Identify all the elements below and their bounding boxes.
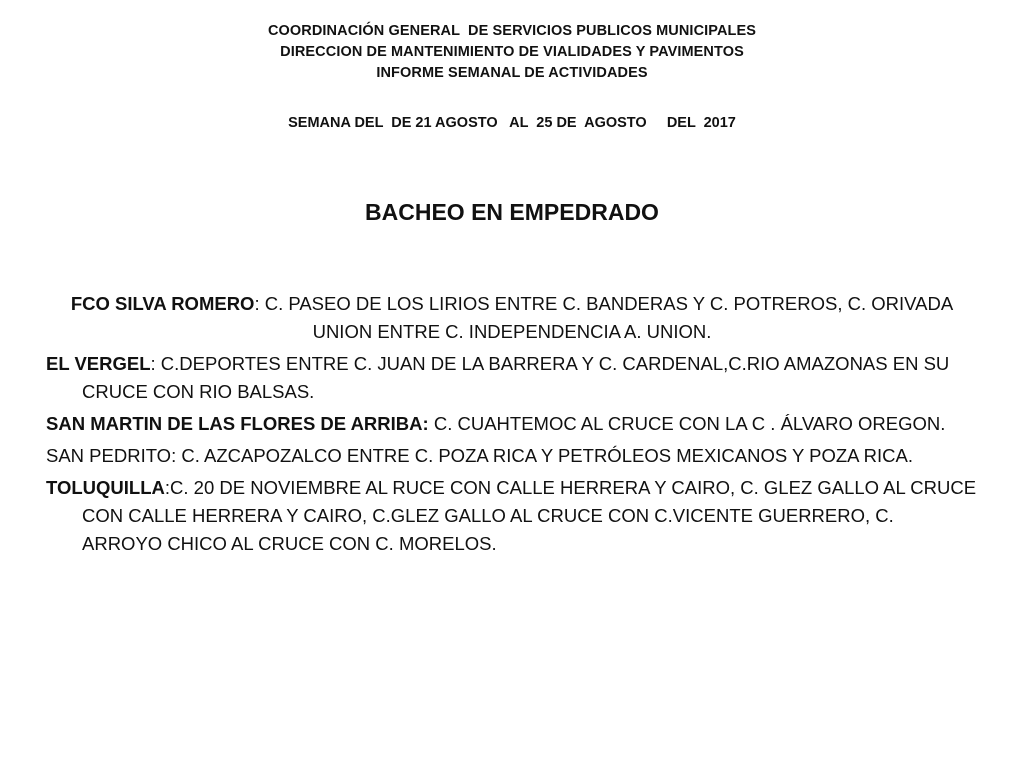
entry-place: TOLUQUILLA xyxy=(46,477,165,498)
activity-entry xyxy=(46,290,978,346)
activity-entry xyxy=(46,474,978,558)
entry-place: EL VERGEL xyxy=(46,353,151,374)
report-header xyxy=(0,21,1024,84)
entry-place: SAN MARTIN DE LAS FLORES DE ARRIBA: xyxy=(46,413,429,434)
entry-description: :C. 20 DE NOVIEMBRE AL RUCE CON CALLE HERRERA Y CAIRO, C. GLEZ GALLO AL CRUCE CON CALLE HERRERA Y CAIRO, C.GLEZ GALLO AL CRUCE CON C.VICENTE GUERRERO, C. ARROYO CHICO AL CRUCE CON C. MORELOS. xyxy=(82,477,977,554)
activity-entry xyxy=(46,350,978,406)
section-title: BACHEO EN EMPEDRADO xyxy=(365,199,659,225)
activity-entry xyxy=(46,410,978,438)
entry-description: C. CUAHTEMOC AL CRUCE CON LA C . ÁLVARO OREGON. xyxy=(428,413,946,434)
header-direction: DIRECCION DE MANTENIMIENTO DE VIALIDADES Y PAVIMENTOS xyxy=(280,44,744,60)
activity-entry xyxy=(46,442,978,470)
entry-description: : C. AZCAPOZALCO ENTRE C. POZA RICA Y PETRÓLEOS MEXICANOS Y POZA RICA. xyxy=(171,445,913,466)
entry-description: : C. PASEO DE LOS LIRIOS ENTRE C. BANDERAS Y C. POTREROS, C. ORIVADA UNION ENTRE C. INDEPENDENCIA A. UNION. xyxy=(254,293,954,342)
header-coordination: COORDINACIÓN GENERAL DE SERVICIOS PUBLICOS MUNICIPALES xyxy=(267,23,757,39)
entry-place: SAN PEDRITO xyxy=(46,445,172,466)
entry-place: FCO SILVA ROMERO xyxy=(70,293,255,314)
activity-list xyxy=(46,290,978,562)
entry-description: : C.DEPORTES ENTRE C. JUAN DE LA BARRERA Y C. CARDENAL,C.RIO AMAZONAS EN SU CRUCE CON RIO BALSAS. xyxy=(82,353,950,402)
header-report-title: INFORME SEMANAL DE ACTIVIDADES xyxy=(376,65,648,81)
week-range: SEMANA DEL DE 21 AGOSTO AL 25 DE AGOSTO DEL 2017 xyxy=(288,115,736,131)
